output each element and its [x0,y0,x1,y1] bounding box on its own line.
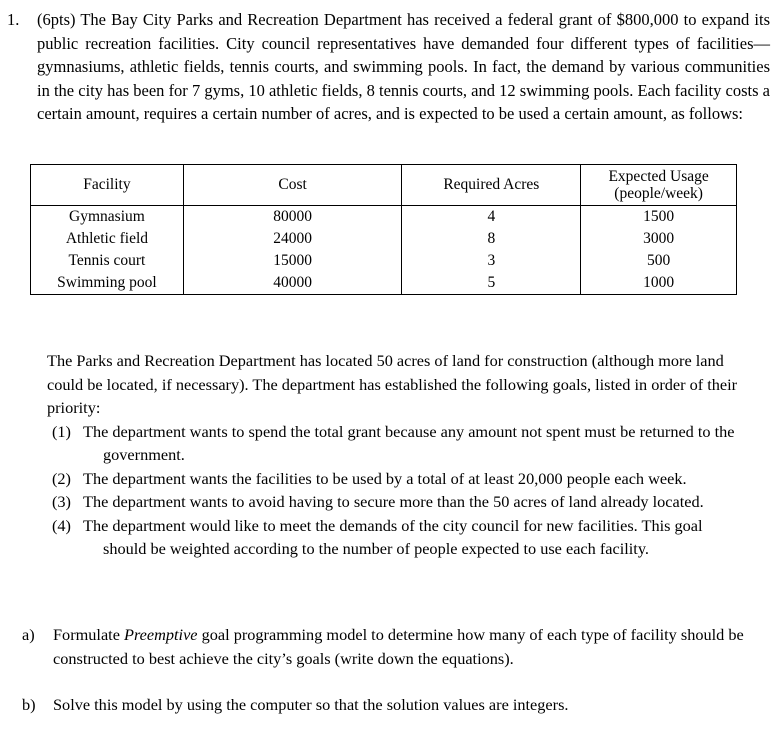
cell-acres: 4 [402,206,581,229]
goal-text: The department wants to spend the total grant because any amount not spent must be returned to the government. [83,421,735,464]
part-a-prefix: Formulate [53,625,120,644]
cell-usage: 1000 [581,272,737,295]
part-a-suffix: goal programming model to determine how many of each type of facility should be constructed to best achieve the city’s goals (write down the equations). [53,625,744,668]
part-b-text: Solve this model by using the computer so that the solution values are integers. [53,695,569,714]
goals-section [47,349,747,561]
part-b-label: b) [22,695,36,714]
table-row [31,228,737,250]
cell-cost: 40000 [183,272,402,295]
question-parts [22,623,762,717]
header-cost: Cost [183,165,402,206]
cell-usage: 1500 [581,206,737,229]
goal-number: (2) [52,468,71,488]
cell-usage: 3000 [581,228,737,250]
goal-number: (3) [52,492,71,511]
goal-text: The department wants the facilities to be used by a total of at least 20,000 people each week. [83,468,687,488]
cell-cost: 24000 [183,228,402,250]
header-usage-line2: (people/week) [614,185,703,202]
part-a [22,623,762,670]
part-b [22,693,762,717]
goals-intro: The Parks and Recreation Department has located 50 acres of land for construction (although more land could be located, if necessary). The department has established the following goals, listed in order of their priority: [47,351,738,417]
header-expected-usage [581,165,737,206]
goal-number: (1) [52,421,71,441]
cell-acres: 8 [402,228,581,250]
table-row [31,250,737,272]
goal-text: The department would like to meet the demands of the city council for new facilities. This goal should be weighted according to the number of people expected to use each facility. [83,515,703,558]
cell-cost: 15000 [183,250,402,272]
cell-acres: 5 [402,272,581,295]
cell-facility: Swimming pool [31,272,184,295]
table-row [31,272,737,295]
header-required-acres: Required Acres [402,165,581,206]
goal-item [47,467,747,491]
goal-item [47,490,747,514]
goal-text: The department wants to avoid having to secure more than the 50 acres of land already located. [83,492,704,511]
header-facility: Facility [31,165,184,206]
facility-table [30,164,737,295]
goal-item [47,514,747,561]
cell-facility: Tennis court [31,250,184,272]
part-a-label: a) [22,625,35,644]
cell-usage: 500 [581,250,737,272]
part-a-emphasis: Preemptive [124,625,198,644]
goal-number: (4) [52,515,71,535]
table-row [31,206,737,229]
problem-text: (6pts) The Bay City Parks and Recreation Department has received a federal grant of $800,000 to expand its public recreation facilities. City council representatives have demanded four different types of facilities—gymnasiums, athletic fields, tennis courts, and swimming pools. In fact, the demand by various communities in the city has been for 7 gyms, 10 athletic fields, 8 tennis courts, and 12 swimming pools. Each facility costs a certain amount, requires a certain number of acres, and is expected to be used a certain amount, as follows: [37,10,770,123]
cell-facility: Gymnasium [31,206,184,229]
cell-cost: 80000 [183,206,402,229]
problem-number: 1. [7,10,20,29]
header-usage-line1: Expected Usage [608,168,709,185]
cell-acres: 3 [402,250,581,272]
goal-item [47,420,747,467]
problem-statement [0,8,770,126]
table-header-row [31,165,737,206]
cell-facility: Athletic field [31,228,184,250]
